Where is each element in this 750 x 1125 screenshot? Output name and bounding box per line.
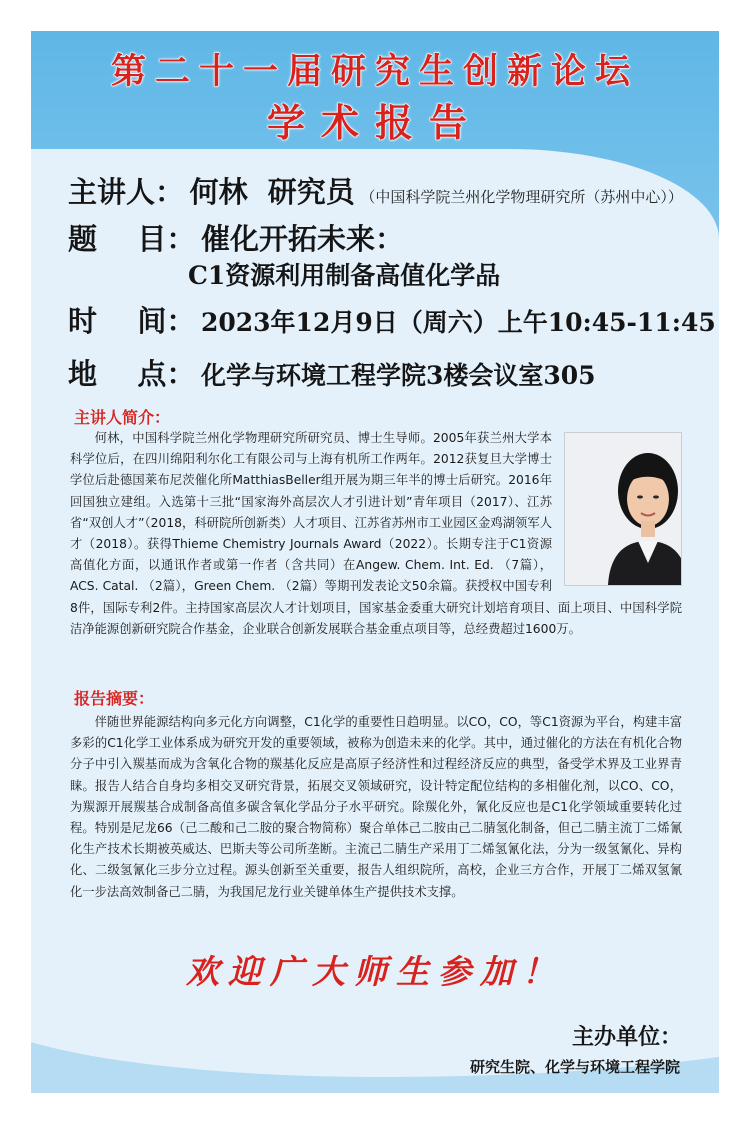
time-label: 时 间： — [68, 304, 196, 338]
bio-section — [70, 428, 682, 640]
topic-label: 题 目： — [68, 222, 196, 256]
speaker-row — [68, 170, 683, 211]
speaker-portrait-icon — [590, 433, 682, 585]
welcome-message: 欢迎广大师生参加！ — [186, 952, 564, 991]
abstract-text: 伴随世界能源结构向多元化方向调整，C1化学的重要性日趋明显。以CO，CO，等C1资源为平台，构建丰富多彩的C1化学工业体系成为研究开发的重要领域，被称为创造未来的化学。其中，通过催化的方法在有机化合物分子中引入羰基而成为含氧化合物的羰基化反应是高原子经济性和过程经济反应的典型，备受学术界及工业界青睐。报告人结合自身均多相交叉研究背景，拓展交叉领域研究，设计特定配位结构的多相催化剂，以CO、CO，为羰源开展羰基合成制备高值多碳含氧化学品分子水平研究。除羰化外，氰化反应也是C1化学领域重要转化过程。特别是尼龙66（己二酸和己二胺的聚合物简称）聚合单体己二胺由己二腈氢化制备，但己二腈主流丁二烯氰化生产技术长期被英威达、巴斯夫等公司所垄断。主流己二腈生产采用丁二烯氢氰化法，分为一级氢氰化、异构化、二级氢氰化三步分立过程。源头创新至关重要，报告人组织院所，高校，企业三方合作，开展丁二烯双氢氰化一步法高效制备己二腈，为我国尼龙行业关键单体生产提供技术支撑。 — [70, 715, 682, 899]
venue-row — [68, 352, 596, 393]
speaker-label: 主讲人： — [68, 175, 185, 209]
time-row — [68, 299, 716, 340]
topic-line1: 催化开拓未来： — [200, 222, 404, 256]
speaker-affiliation: （中国科学院兰州化学物理研究所（苏州中心）） — [360, 188, 683, 206]
topic-row — [68, 217, 404, 258]
time-value: 2023年12月9日（周六）上午10:45-11:45 — [200, 308, 716, 337]
organizer-label: 主办单位： — [571, 1024, 682, 1050]
report-title: 学术报告 — [266, 100, 483, 145]
organizer-name: 研究生院、化学与环境工程学院 — [469, 1058, 680, 1076]
abstract-heading: 报告摘要： — [74, 689, 155, 708]
bio-text: 何林，中国科学院兰州化学物理研究所研究员、博士生导师。2005年获兰州大学本科学位后，在四川绵阳利尔化工有限公司与上海有机所工作两年。2012获复旦大学博士学位后赴德国莱布尼茨催化所MatthiasBeller组开展为期三年半的博士后研究。2016年回国独立建组。入选第十三批“国家海外高层次人才引进计划”青年项目（2017）、江苏省“双创人才”（2018，科研院所创新类）人才项目、江苏省苏州市工业园区金鸡湖领军人才（2018）。获得Thieme Chemistry Journals Award（2022）。长期专注于C1资源 高值化方面，以通讯作者或第一作者（含共同）在Angew. Chem. Int. Ed. （7篇），ACS. Catal. （2篇），Green Chem. （2篇）等期刊发表论文50余篇。获授权中国专利8件，国际专利2件。主持国家高层次人才计划项目，国家基金委重大研究计划培育项目、面上项目、中国科学院洁净能源创新研究院合作基金，企业联合创新发展联合基金重点项目等，总经费超过1600万。 — [70, 431, 682, 636]
topic-line2: C1资源利用制备高值化学品 — [188, 261, 501, 290]
speaker-name: 何林 研究员 — [189, 175, 355, 209]
bio-heading: 主讲人简介： — [74, 408, 171, 427]
venue-label: 地 点： — [68, 357, 196, 391]
forum-title: 第二十一届研究生创新论坛 — [110, 51, 639, 92]
speaker-photo — [564, 432, 682, 586]
venue-value: 化学与环境工程学院3楼会议室305 — [200, 361, 596, 390]
